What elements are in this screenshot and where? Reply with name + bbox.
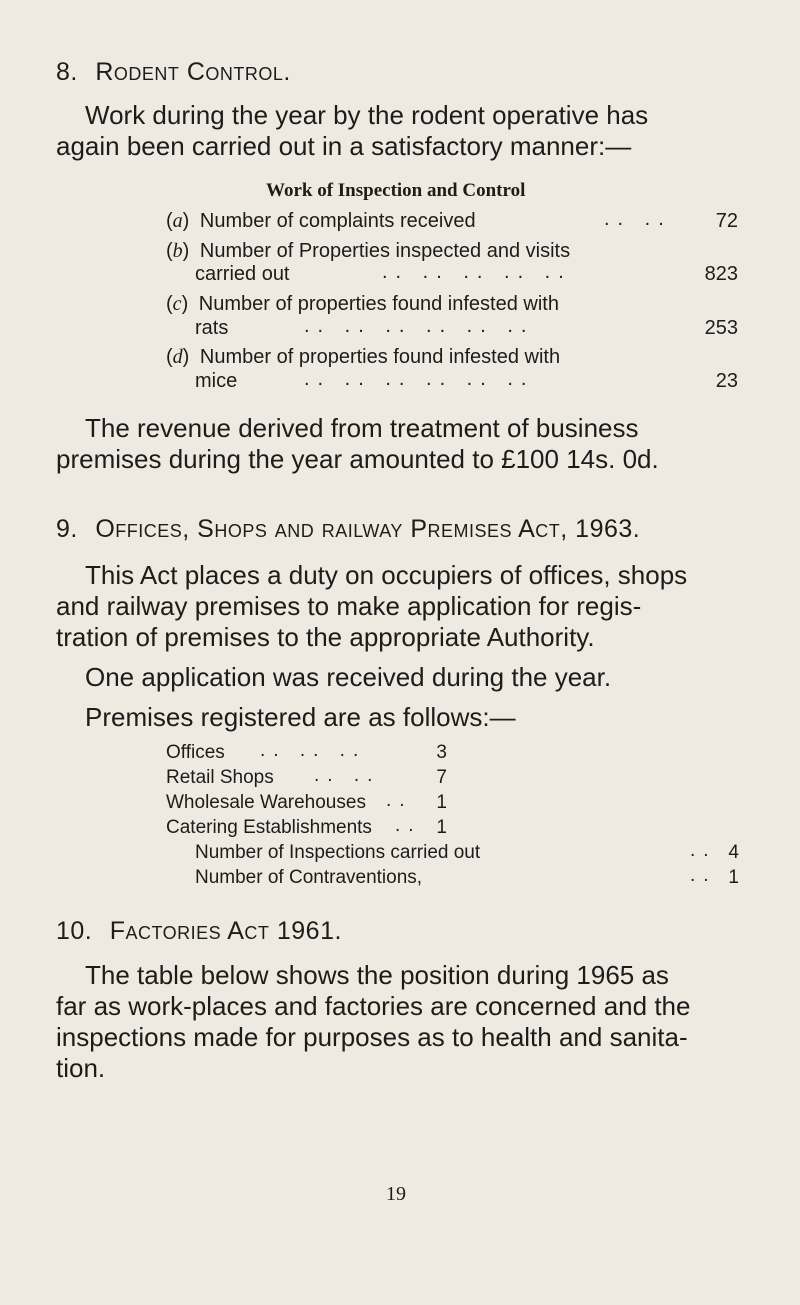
section-10-title: Factories Act 1961. xyxy=(109,917,342,945)
item-b-text-cont: carried out xyxy=(195,263,290,285)
item-a-text: Number of complaints received xyxy=(199,210,476,232)
item-d-letter: d xyxy=(172,346,183,368)
item-c: (c) Number of properties found infested with xyxy=(166,293,559,315)
item-c-text: Number of properties found infested with xyxy=(198,293,559,315)
section-9-para1-line-2: and railway premises to make application for regis- xyxy=(56,591,642,621)
item-d-text: Number of properties found infested with xyxy=(199,346,561,368)
section-9-title: Offices, Shops and railway Premises Act, 1963. xyxy=(95,515,641,543)
revenue-line-2: premises during the year amounted to £100 14s. 0d. xyxy=(56,444,659,474)
registered-retail-shops-label: Retail Shops xyxy=(166,767,274,788)
registered-wholesale-value: 1 xyxy=(436,792,447,813)
item-d: (d) Number of properties found infested with xyxy=(166,346,561,368)
item-b-leader: .. .. .. .. .. xyxy=(382,261,572,283)
inspection-subheading: Work of Inspection and Control xyxy=(266,180,526,201)
inspections-carried-out-leader: .. xyxy=(690,840,717,861)
section-8-number: 8. xyxy=(56,58,78,86)
item-b: (b) Number of Properties inspected and visits xyxy=(166,240,571,262)
section-9-number: 9. xyxy=(56,515,78,543)
registered-catering-label: Catering Establishments xyxy=(166,817,372,838)
item-c-letter: c xyxy=(172,293,182,315)
section-10-number: 10. xyxy=(56,917,93,945)
item-d-leader: .. .. .. .. .. .. xyxy=(304,368,535,390)
revenue-line-1: The revenue derived from treatment of business xyxy=(85,413,639,443)
section-8-title: Rodent Control. xyxy=(95,58,291,86)
item-d-value: 23 xyxy=(715,370,738,392)
section-10-para-line-1: The table below shows the position during 1965 as xyxy=(85,960,669,990)
section-10-para-line-3: inspections made for purposes as to health and sanita- xyxy=(56,1022,688,1052)
contraventions-label: Number of Contraventions, xyxy=(195,867,423,888)
registered-retail-shops-value: 7 xyxy=(436,767,447,788)
registered-offices-value: 3 xyxy=(436,742,447,763)
section-9-para2: One application was received during the year. xyxy=(85,662,612,692)
section-8-intro-line-2: again been carried out in a satisfactory manner:— xyxy=(56,131,632,161)
section-9-para1-line-1: This Act places a duty on occupiers of offices, shops xyxy=(85,560,688,590)
page-number: 19 xyxy=(386,1183,406,1205)
item-a-value: 72 xyxy=(715,210,738,232)
contraventions-value: 1 xyxy=(728,867,739,888)
registered-offices-label: Offices xyxy=(166,742,225,763)
registered-catering-value: 1 xyxy=(436,817,447,838)
item-c-leader: .. .. .. .. .. .. xyxy=(304,315,535,337)
registered-offices-leader: .. .. .. xyxy=(260,740,367,761)
section-8-heading xyxy=(56,58,291,87)
contraventions-leader: .. xyxy=(690,865,717,886)
section-9-heading xyxy=(56,515,640,544)
item-b-text: Number of Properties inspected and visits xyxy=(199,240,571,262)
registered-wholesale-label: Wholesale Warehouses xyxy=(166,792,366,813)
item-a-letter: a xyxy=(172,210,183,232)
item-d-text-cont: mice xyxy=(195,370,238,392)
section-10-para-line-4: tion. xyxy=(56,1053,106,1083)
section-10-heading xyxy=(56,917,342,946)
section-8-intro-line-1: Work during the year by the rodent operative has xyxy=(85,100,649,130)
inspections-carried-out-label: Number of Inspections carried out xyxy=(195,842,481,863)
section-10-para-line-2: far as work-places and factories are concerned and the xyxy=(56,991,691,1021)
section-9-para1-line-3: tration of premises to the appropriate Authority. xyxy=(56,622,595,652)
registered-wholesale-leader: .. xyxy=(386,790,413,811)
item-b-value: 823 xyxy=(704,263,738,285)
item-a: (a) Number of complaints received xyxy=(166,210,476,232)
registered-retail-shops-leader: .. .. xyxy=(314,765,381,786)
section-9-para3: Premises registered are as follows:— xyxy=(85,702,516,732)
item-c-text-cont: rats xyxy=(195,317,229,339)
inspections-carried-out-value: 4 xyxy=(728,842,739,863)
registered-catering-leader: .. xyxy=(395,815,422,836)
item-b-letter: b xyxy=(172,240,183,262)
item-c-value: 253 xyxy=(704,317,738,339)
item-a-leader: .. .. xyxy=(604,208,672,230)
